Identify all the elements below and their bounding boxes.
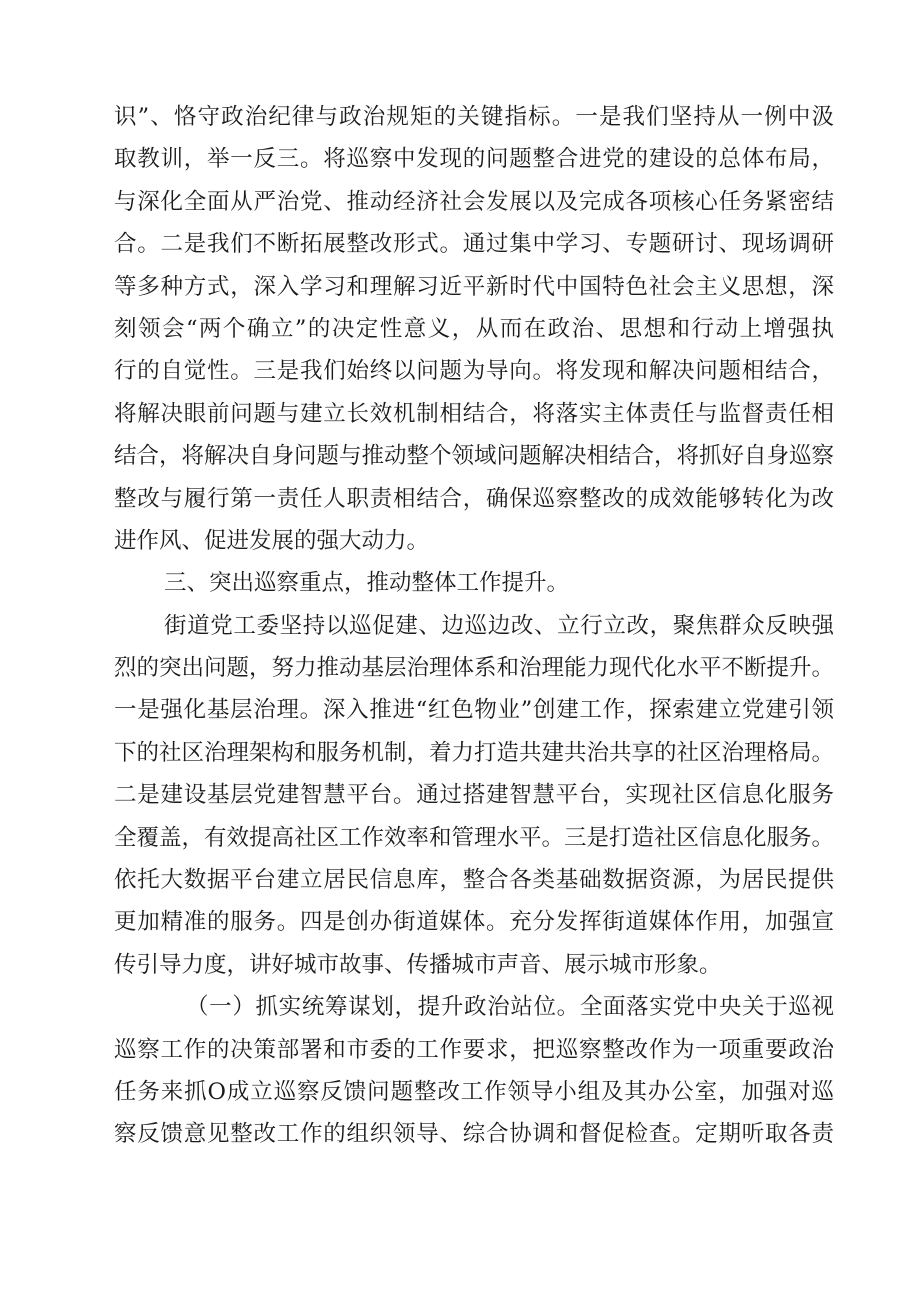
text-line: 整改与履行第一责任人职责相结合，确保巡察整改的成效能够转化为改: [114, 485, 834, 512]
text-line: 取教训，举一反三。将巡察中发现的问题整合进党的建设的总体布局，: [114, 146, 834, 173]
text-line: 街道党工委坚持以巡促建、边巡边改、立行立改，聚焦群众反映强: [164, 612, 834, 639]
text-line: 等多种方式，深入学习和理解习近平新时代中国特色社会主义思想，深: [114, 273, 834, 300]
text-line: 行的自觉性。三是我们始终以问题为导向。将发现和解决问题相结合，: [114, 358, 834, 385]
text-line: 将解决眼前问题与建立长效机制相结合，将落实主体责任与监督责任相: [114, 400, 834, 427]
document-body: [114, 96, 834, 1156]
text-line: 任务来抓O成立巡察反馈问题整改工作领导小组及其办公室，加强对巡: [114, 1078, 834, 1105]
text-line: 烈的突出问题，努力推动基层治理体系和治理能力现代化水平不断提升。: [114, 655, 835, 682]
text-line: 巡察工作的决策部署和市委的工作要求，把巡察整改作为一项重要政治: [114, 1036, 834, 1063]
text-line: 刻领会“两个确立”的决定性意义，从而在政治、思想和行动上增强执: [114, 315, 834, 342]
text-line: 识”、恪守政治纪律与政治规矩的关键指标。一是我们坚持从一例中汲: [114, 104, 834, 130]
text-line: 传引导力度，讲好城市故事、传播城市声音、展示城市形象。: [114, 951, 722, 978]
text-line: 进作风、促进发展的强大动力。: [114, 527, 430, 554]
text-line: 二是建设基层党建智慧平台。通过搭建智慧平台，实现社区信息化服务: [114, 782, 834, 809]
text-line: 全覆盖，有效提高社区工作效率和管理水平。三是打造社区信息化服务。: [114, 824, 835, 851]
section-heading: 三、突出巡察重点，推动整体工作提升。: [164, 570, 570, 597]
text-line: 合。二是我们不断拓展整改形式。通过集中学习、专题研讨、现场调研: [114, 231, 834, 258]
text-line: 下的社区治理架构和服务机制，着力打造共建共治共享的社区治理格局。: [114, 739, 835, 766]
text-line: 察反馈意见整改工作的组织领导、综合协调和督促检查。定期听取各责: [114, 1121, 834, 1148]
text-line: 更加精准的服务。四是创办街道媒体。充分发挥街道媒体作用，加强宣: [114, 909, 834, 936]
text-line: 结合，将解决自身问题与推动整个领域问题解决相结合，将抓好自身巡察: [114, 443, 835, 470]
text-line: 与深化全面从严治党、推动经济社会发展以及完成各项核心任务紧密结: [114, 188, 834, 215]
text-line: 依托大数据平台建立居民信息库，整合各类基础数据资源，为居民提供: [114, 867, 834, 894]
text-line: （一）抓实统筹谋划，提升政治站位。全面落实党中央关于巡视: [186, 994, 834, 1021]
text-line: 一是强化基层治理。深入推进“红色物业”创建工作，探索建立党建引领: [114, 697, 834, 724]
